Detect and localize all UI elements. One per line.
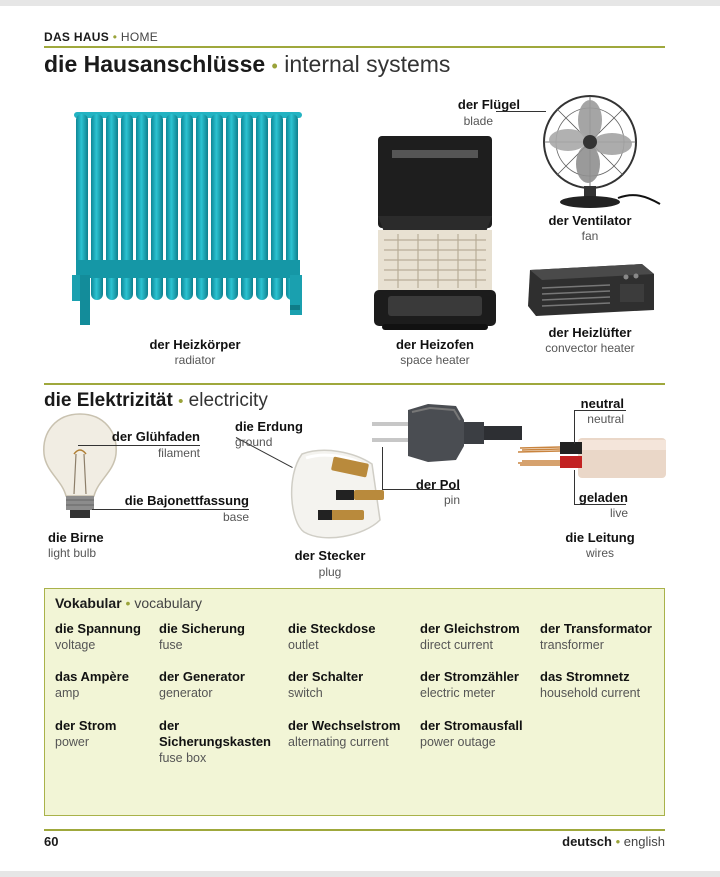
separator-dot: • bbox=[178, 393, 184, 410]
wires-image bbox=[516, 432, 666, 484]
vocab-term-en: electric meter bbox=[420, 686, 496, 700]
vocab-term-de: der Strom bbox=[55, 718, 117, 733]
page-title-de: die Hausanschlüsse bbox=[44, 51, 266, 77]
vocab-item bbox=[420, 621, 550, 653]
separator-dot: • bbox=[112, 30, 118, 44]
vocabulary-title bbox=[55, 595, 202, 611]
separator-dot: • bbox=[125, 595, 131, 611]
space-heater-image bbox=[374, 136, 496, 332]
section-header bbox=[44, 30, 158, 44]
electricity-title-de: die Elektrizität bbox=[44, 390, 173, 411]
bulb-label-en: light bulb bbox=[48, 546, 97, 560]
page-bottom-edge bbox=[0, 871, 720, 877]
neutral-label-en: neutral bbox=[587, 412, 624, 426]
fan-label-de: der Ventilator bbox=[548, 213, 632, 228]
vocabulary-title-en: vocabulary bbox=[134, 595, 203, 611]
vocab-term-de: der Gleichstrom bbox=[420, 621, 520, 636]
page-title bbox=[44, 51, 450, 78]
vocab-term-de-line1: der bbox=[159, 718, 180, 733]
vocab-term-en: fuse bbox=[159, 638, 183, 652]
filament-label-de: der Glühfaden bbox=[111, 429, 200, 444]
section-label-en: HOME bbox=[120, 30, 159, 44]
plug-label-en: plug bbox=[318, 565, 342, 579]
vocab-item bbox=[288, 718, 418, 750]
footer-language-en: english bbox=[623, 834, 665, 849]
page-title-en: internal systems bbox=[284, 51, 451, 77]
convector-label-en: convector heater bbox=[545, 341, 635, 355]
bayonet-label-de: die Bajonettfassung bbox=[124, 493, 249, 508]
pin-label-en: pin bbox=[443, 493, 460, 507]
vocab-item bbox=[159, 621, 289, 653]
bulb-label-de: die Birne bbox=[48, 530, 104, 545]
vocab-item bbox=[540, 621, 664, 653]
vocab-term-de: die Sicherung bbox=[159, 621, 245, 636]
vocab-term-en: amp bbox=[55, 686, 80, 700]
radiator-image bbox=[68, 110, 308, 330]
electricity-title-en: electricity bbox=[188, 390, 268, 411]
vocab-term-en: alternating current bbox=[288, 735, 389, 749]
vocab-term-de: der Stromzähler bbox=[420, 669, 519, 684]
vocab-term-en: transformer bbox=[540, 638, 604, 652]
vocab-item bbox=[420, 669, 550, 701]
bayonet-label-en: base bbox=[222, 510, 249, 524]
section-label-de: DAS HAUS bbox=[44, 30, 110, 44]
ground-label-de: die Erdung bbox=[235, 419, 303, 434]
vocabulary-title-de: Vokabular bbox=[55, 595, 122, 611]
vocab-term-de-line2: Sicherungskasten bbox=[159, 734, 271, 749]
vocab-term-en: switch bbox=[288, 686, 323, 700]
radiator-label-en: radiator bbox=[174, 353, 216, 367]
convector-label-de: der Heizlüfter bbox=[548, 325, 632, 340]
page-top-edge bbox=[0, 0, 720, 6]
neutral-label-de: neutral bbox=[580, 396, 624, 411]
vocab-term-de: das Stromnetz bbox=[540, 669, 630, 684]
page-number: 60 bbox=[44, 834, 59, 849]
wires-label-de: die Leitung bbox=[565, 530, 635, 545]
vocab-item bbox=[288, 621, 418, 653]
vocab-term-de: der Schalter bbox=[288, 669, 364, 684]
vocab-term-en: voltage bbox=[55, 638, 96, 652]
vocab-term-de: der Wechselstrom bbox=[288, 718, 401, 733]
pin-label-de: der Pol bbox=[415, 477, 460, 492]
live-label-de: geladen bbox=[578, 490, 628, 505]
footer-language-de: deutsch bbox=[562, 834, 612, 849]
vocab-term-de: die Steckdose bbox=[288, 621, 376, 636]
vocab-term-en: direct current bbox=[420, 638, 493, 652]
header-rule bbox=[44, 46, 665, 48]
electricity-title bbox=[44, 390, 268, 412]
vocab-term-en: outlet bbox=[288, 638, 319, 652]
us-plug-image bbox=[372, 400, 522, 466]
filament-label-en: filament bbox=[157, 446, 200, 460]
radiator-label-de: der Heizkörper bbox=[149, 337, 241, 352]
vocab-term-de: die Spannung bbox=[55, 621, 141, 636]
space-heater-label-en: space heater bbox=[400, 353, 470, 367]
fan-image bbox=[538, 92, 662, 210]
blade-label-en: blade bbox=[463, 114, 493, 128]
wires-label-en: wires bbox=[585, 546, 614, 560]
ground-label-en: ground bbox=[235, 435, 273, 449]
vocabulary-box bbox=[44, 588, 665, 816]
convector-heater-image bbox=[526, 260, 656, 318]
vocab-term-de: der Stromausfall bbox=[420, 718, 523, 733]
vocab-term-en: generator bbox=[159, 686, 213, 700]
vocab-item bbox=[159, 718, 289, 766]
fan-label-en: fan bbox=[581, 229, 599, 243]
electricity-rule bbox=[44, 383, 665, 385]
separator-dot: • bbox=[271, 56, 278, 76]
vocab-term-de: der Generator bbox=[159, 669, 245, 684]
vocab-term-en: power outage bbox=[420, 735, 496, 749]
footer-rule bbox=[44, 829, 665, 831]
footer-language bbox=[562, 834, 665, 849]
vocab-term-en: power bbox=[55, 735, 90, 749]
vocab-item bbox=[288, 669, 418, 701]
vocab-item bbox=[420, 718, 550, 750]
vocab-item bbox=[159, 669, 289, 701]
plug-label-de: der Stecker bbox=[294, 548, 366, 563]
live-label-en: live bbox=[609, 506, 628, 520]
blade-label-de: der Flügel bbox=[457, 97, 520, 112]
vocab-term-de: der Transformator bbox=[540, 621, 652, 636]
vocab-term-en: fuse box bbox=[159, 751, 207, 765]
space-heater-label-de: der Heizofen bbox=[395, 337, 474, 352]
vocab-term-de: das Ampère bbox=[55, 669, 129, 684]
separator-dot: • bbox=[615, 834, 621, 849]
vocab-item bbox=[540, 669, 664, 701]
vocab-term-en: household current bbox=[540, 686, 641, 700]
